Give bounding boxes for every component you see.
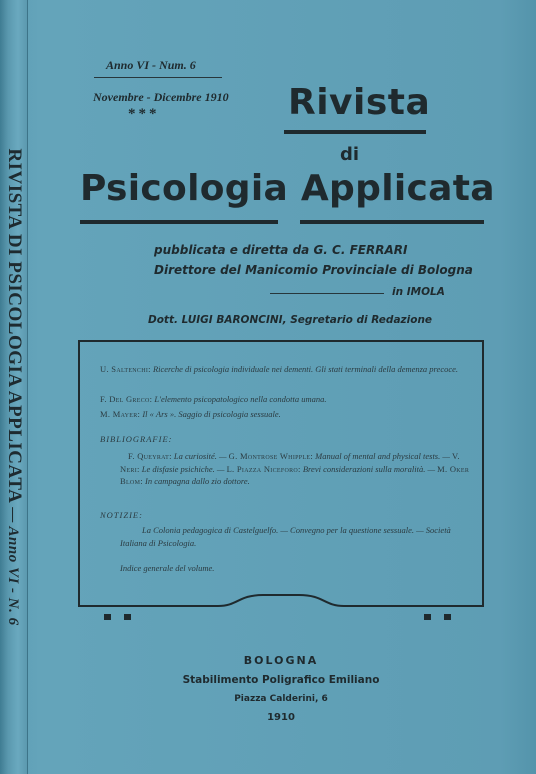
- publisher-line: pubblicata e diretta da G. C. FERRARI: [154, 243, 408, 257]
- secretary-line: Dott. LUIGI BARONCINI, Segretario di Redazione: [148, 314, 433, 326]
- article-3-title: Il « Ars ». Saggio di psicologia sessuale.: [140, 409, 281, 419]
- bib-5-author: M. Oker Blom:: [120, 463, 470, 486]
- location-imola: in IMOLA: [392, 286, 445, 298]
- imprint-city: BOLOGNA: [243, 654, 319, 667]
- article-2: [100, 393, 470, 406]
- bib-4-author: L. Piazza Niceforo:: [226, 463, 301, 474]
- ornament-square: [104, 614, 111, 620]
- issue-dates: Novembre - Dicembre 1910: [93, 90, 229, 104]
- title-rule-right: [300, 220, 484, 224]
- spine-issue: — Anno VI - N. 6: [5, 507, 21, 626]
- bib-5-title: In campagna dallo zio dottore.: [142, 476, 250, 486]
- article-1: [100, 363, 470, 376]
- ornament-square: [124, 614, 131, 620]
- article-3: [100, 408, 470, 421]
- title-rule-left: [80, 220, 278, 224]
- bib-3-author: V. Neri:: [120, 451, 460, 474]
- asterism: ***: [128, 106, 160, 122]
- article-1-title: Ricerche di psicologia individuale nei dementi. Gli stati terminali della demenza precoce.: [150, 364, 459, 374]
- article-2-author: F. Del Greco:: [100, 394, 153, 404]
- title-main: Psicologia Applicata: [80, 168, 495, 209]
- bib-2-title: Manual of mental and physical tests. —: [312, 451, 453, 461]
- imprint-printer: Stabilimento Poligrafico Emiliano: [182, 674, 380, 686]
- notizie-heading: NOTIZIE:: [100, 510, 143, 520]
- article-3-author: M. Mayer:: [100, 409, 141, 419]
- title-rule-top: [284, 130, 426, 134]
- imola-rule: [270, 293, 384, 294]
- contents-box-bottom-border: [78, 592, 484, 608]
- imprint-address: Piazza Calderini, 6: [234, 694, 328, 704]
- bibliography-heading: BIBLIOGRAFIE:: [100, 434, 173, 444]
- imprint-year: 1910: [267, 712, 295, 723]
- article-2-title: L'elemento psicopatologico nella condotta umana.: [152, 394, 327, 404]
- ornament-square: [424, 614, 431, 620]
- ornament-square: [444, 614, 451, 620]
- volume-index: Indice generale del volume.: [120, 563, 215, 573]
- title-di: di: [340, 144, 360, 165]
- spine-title-text: RIVISTA DI PSICOLOGIA APPLICATA: [4, 148, 25, 504]
- notizie-text: La Colonia pedagogica di Castelguelfo. — Convegno per la questione sessuale. — Società Italiana di Psicologia.: [120, 525, 451, 548]
- header-rule: [94, 77, 222, 78]
- bib-4-title: Brevi considerazioni sulla moralità. —: [300, 463, 438, 474]
- bib-1-title: La curiosité. —: [171, 451, 229, 461]
- title-rivista: Rivista: [288, 82, 431, 123]
- bibliography-list: [120, 450, 470, 488]
- article-1-author: U. Saltenchi:: [100, 364, 151, 374]
- bib-2-author: G. Montrose Whipple:: [228, 451, 313, 461]
- bib-1-author: F. Queyrat:: [128, 451, 172, 461]
- bib-3-title: Le disfasie psichiche. —: [139, 463, 227, 474]
- director-line: Direttore del Manicomio Provinciale di Bologna: [154, 263, 473, 277]
- spine-title: [3, 148, 25, 625]
- volume-number: Anno VI - Num. 6: [106, 58, 196, 72]
